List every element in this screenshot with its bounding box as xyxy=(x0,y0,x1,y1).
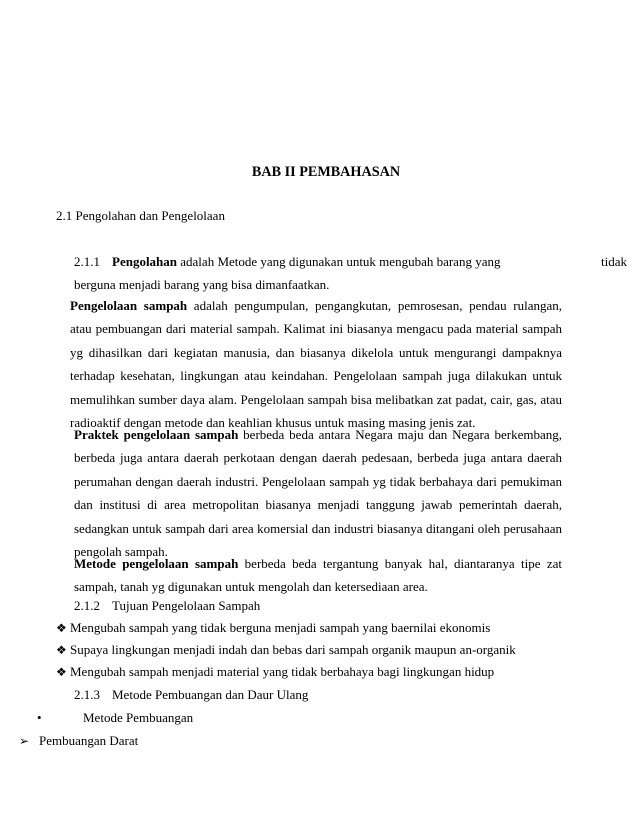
subsection-number: 2.1.3 xyxy=(74,687,100,702)
dot-list-item xyxy=(35,710,193,726)
dot-bullet-icon: • xyxy=(37,710,42,725)
chapter-title: BAB II PEMBAHASAN xyxy=(251,164,401,180)
subsection-2-1-3 xyxy=(74,687,308,703)
subsection-2-1-2 xyxy=(74,598,260,614)
paragraph-metode xyxy=(74,552,562,599)
paragraph-pengelolaan xyxy=(70,294,562,434)
paragraph-praktek xyxy=(74,423,562,563)
subsection-number: 2.1.1 xyxy=(74,254,100,269)
arrow-list-item xyxy=(19,733,138,749)
term-pengelolaan-sampah: Pengelolaan sampah xyxy=(70,298,188,313)
arrow-bullet-icon: ➢ xyxy=(19,734,30,748)
subsection-2-1-1-text: adalah Metode yang digunakan untuk mengubah barang yang xyxy=(180,254,501,269)
term-metode: Metode pengelolaan sampah xyxy=(74,556,239,571)
subsection-2-1-1-line1 xyxy=(74,254,627,270)
arrow-list-text: Pembuangan Darat xyxy=(39,733,139,748)
goal-item xyxy=(56,642,516,658)
paragraph-metode-text: berbeda beda tergantung banyak hal, diantaranya tipe zat sampah, tanah yg digunakan untuk mengolah dan ketersediaan area. xyxy=(74,556,562,595)
diamond-bullet-icon: ❖ xyxy=(56,665,67,679)
subsection-2-1-2-label: Tujuan Pengelolaan Sampah xyxy=(112,598,261,613)
diamond-bullet-icon: ❖ xyxy=(56,643,67,657)
paragraph-praktek-text: berbeda beda antara Negara maju dan Negara berkembang, berbeda juga antara daerah perkotaan dengan daerah pedesaan, berbeda juga antara daerah perumahan dengan daerah industri. Pengelolaan sampah yg tidak berbahaya dari pemukiman dan institusi di area metropolitan biasanya menjadi tanggung jawab pemerintah daerah, sedangkan untuk sampah dari area komersial dan industri biasanya ditangani oleh perusahaan pengolah sampah. xyxy=(74,427,562,560)
subsection-2-1-1-end-word: tidak xyxy=(601,254,627,269)
subsection-2-1-3-label: Metode Pembuangan dan Daur Ulang xyxy=(112,687,309,702)
section-heading: 2.1 Pengolahan dan Pengelolaan xyxy=(56,208,225,223)
goal-item xyxy=(56,664,494,680)
goal-text: Mengubah sampah menjadi material yang tidak berbahaya bagi lingkungan hidup xyxy=(70,664,495,679)
paragraph-pengelolaan-text: adalah pengumpulan, pengangkutan, pemrosesan, pendau rulangan, atau pembuangan dari material sampah. Kalimat ini biasanya mengacu pada material sampah yg dihasilkan dari kegiatan manusia, dan biasanya dikelola untuk mengurangi dampaknya terhadap kesehatan, lingkungan atau keindahan. Pengelolaan sampah juga dilakukan untuk memulihkan sumber daya alam. Pengelolaan sampah bisa melibatkan zat padat, cair, gas, atau radioaktif dengan metode dan keahlian khusus untuk masing masing jenis zat. xyxy=(70,298,562,431)
subsection-number: 2.1.2 xyxy=(74,598,100,613)
goal-text: Supaya lingkungan menjadi indah dan bebas dari sampah organik maupun an-organik xyxy=(70,642,516,657)
goal-text: Mengubah sampah yang tidak berguna menjadi sampah yang baernilai ekonomis xyxy=(70,620,491,635)
term-praktek: Praktek pengelolaan sampah xyxy=(74,427,239,442)
term-pengolahan: Pengolahan xyxy=(112,254,178,269)
dot-list-text: Metode Pembuangan xyxy=(83,710,194,725)
subsection-2-1-1-line2: berguna menjadi barang yang bisa dimanfaatkan. xyxy=(74,277,330,292)
diamond-bullet-icon: ❖ xyxy=(56,621,67,635)
goal-item xyxy=(56,620,490,636)
